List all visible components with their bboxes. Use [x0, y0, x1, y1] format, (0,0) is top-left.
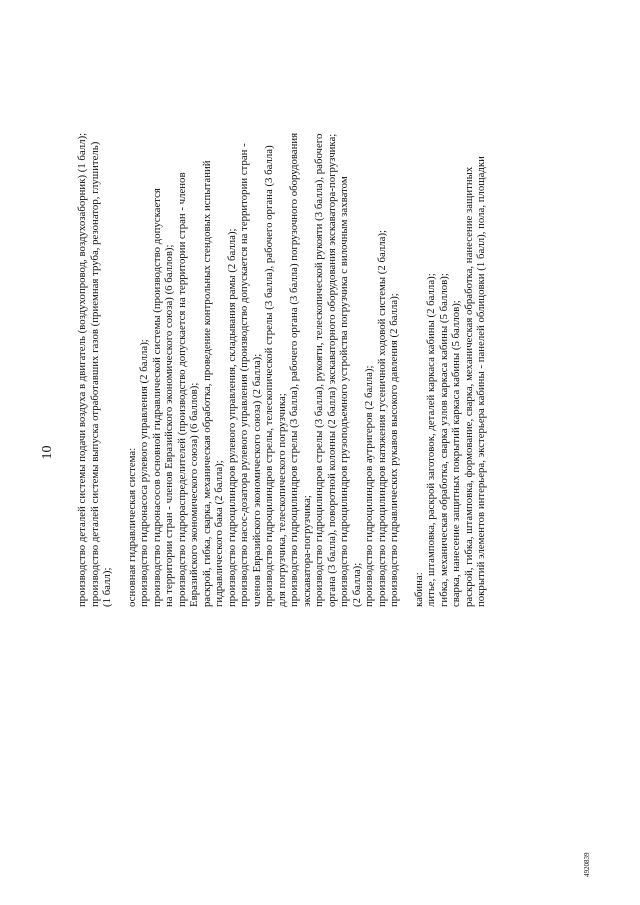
text-line: производство гидравлических рукавов высокого давления (2 балла); — [388, 293, 400, 607]
text-line: производство гидроцилиндров грузоподъемного устройства погрузчика с вилочным захватом — [338, 176, 350, 607]
text-line: производство гидроцилиндров стрелы (3 балла), рукояти, телескопической рукояти (3 балла), рабочего — [313, 133, 325, 607]
text-line: экскаватора-погрузчика; — [300, 495, 313, 607]
text-line: раскрой, гибка, штамповка, формование, сварка, механическая обработка, нанесение защитных — [462, 166, 475, 607]
text-line: членов Евразийского экономического союза) (2 балла); — [250, 353, 263, 607]
page-number: 10 — [40, 445, 55, 460]
document-code: 4920839 — [583, 852, 591, 877]
text-line: для погрузчика, телескопического погрузчика; — [275, 393, 288, 607]
text-line: производство гидронасосов основной гидравлической системы (производство допускается — [150, 188, 163, 607]
text-line: производство гидрораспределителей (производство допускается на территории стран - членов — [175, 172, 188, 607]
text-line: производство гидронасоса рулевого управления (2 балла); — [138, 339, 150, 607]
text-line: гидравлического бака (2 балла); — [213, 460, 225, 607]
text-line: производство деталей системы выпуска отработавших газов (приемная труба, резонатор, глушитель) — [88, 141, 101, 607]
text-line: литье, штамповка, раскрой заготовок, деталей каркаса кабины (2 балла); — [425, 273, 437, 607]
document-body — [76, 47, 500, 607]
text-line: (1 балл); — [101, 567, 113, 607]
text-line: производство гидроцилиндров натяжения гусеничной ходовой системы (2 балла); — [375, 229, 388, 607]
text-block — [76, 47, 114, 607]
text-line: производство насос-дозатора рулевого управления (производство допускается на территории стран - — [238, 143, 250, 607]
text-line: производство гидроцилиндров стрелы, телескопической стрелы (3 балла), рабочего органа (3 балла) — [263, 145, 275, 607]
text-line: покрытий элементов интерьера, экстерьера кабины - панелей облицовки (1 балл), пола, площадки — [475, 156, 487, 607]
text-line: на территории стран - членов Евразийского экономического союза) (6 баллов); — [163, 244, 175, 607]
text-line: гибка, механическая обработка, сварка узлов каркаса кабины (5 баллов); — [437, 273, 450, 607]
text-line: сварка, нанесение защитных покрытий каркаса кабины (5 баллов); — [450, 300, 462, 607]
text-line: раскрой, гибка, сварка, механическая обработка, проведение контрольных стендовых испытаний — [200, 160, 213, 607]
text-line: производство гидроцилиндров аутригеров (2 балла); — [363, 365, 375, 607]
text-line: производство гидроцилиндров рулевого управления, складывания рамы (2 балла); — [225, 228, 238, 607]
text-line: производство деталей системы подачи воздуха в двигатель (воздухопровод, воздухозаборник) (1 балл); — [76, 132, 88, 607]
text-line: кабина: — [412, 572, 425, 607]
text-line: Евразийского экономического союза) (6 баллов); — [188, 382, 200, 607]
text-block — [413, 47, 488, 607]
text-line: (2 балла); — [350, 562, 363, 607]
text-line: производство гидроцилиндров стрелы (3 балла), рабочего органа (3 балла) погрузочного оборудования — [288, 132, 300, 607]
text-line: основная гидравлическая система: — [125, 447, 138, 607]
text-line: органа (3 балла), поворотной колонны (2 балла) экскаваторного оборудования экскаватора-погрузчика; — [325, 133, 338, 607]
text-block — [126, 47, 401, 607]
